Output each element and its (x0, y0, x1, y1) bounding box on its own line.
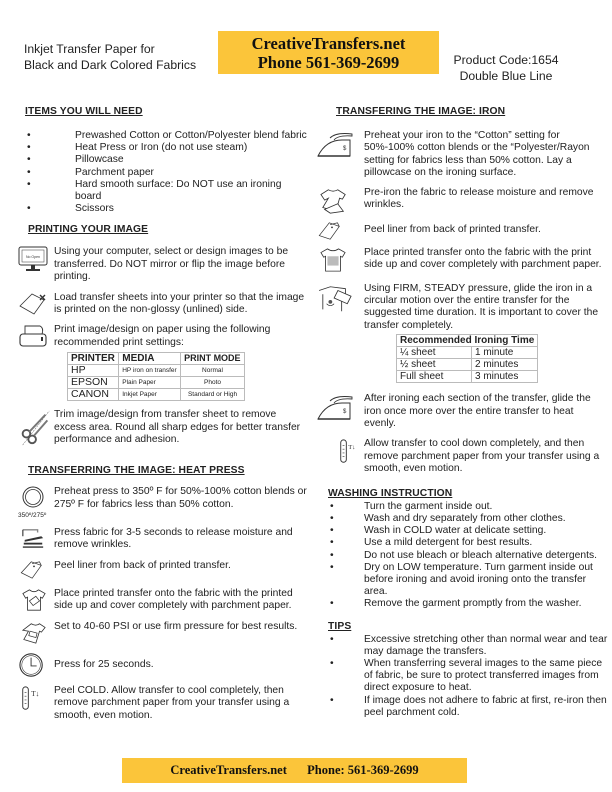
table-header: MEDIA (119, 353, 181, 365)
step-text: Using FIRM, STEADY pressure, glide the iron in a circular motion over the entire transfer for the suggested time duration. It is important to cover the transfer completely. (364, 282, 599, 331)
list-item-text: Do not use bleach or bleach alternative detergents. (364, 549, 597, 561)
heat-press-step (18, 621, 310, 645)
printing-title-wrap (18, 224, 310, 236)
list-item (328, 634, 608, 658)
table-header-row (68, 353, 245, 365)
step-text: Press for 25 seconds. (54, 658, 154, 670)
iron-step (316, 221, 608, 241)
table-row (397, 347, 538, 359)
list-item (328, 513, 608, 525)
table-row (68, 365, 245, 377)
list-item-text: Remove the garment promptly from the washer. (364, 598, 582, 610)
iron-steps-after (316, 393, 608, 475)
step-text: After ironing each section of the transfer, glide the iron once more over the entire transfer to heat evenly. (364, 393, 591, 430)
temperature-dial-icon (18, 486, 54, 511)
table-header: PRINTER (68, 353, 119, 365)
table-row (397, 359, 538, 371)
bullet: • (27, 203, 31, 215)
bullet: • (27, 166, 31, 178)
printing-steps (18, 246, 310, 349)
table-cell: Plain Paper (119, 377, 181, 389)
list-item (328, 695, 608, 719)
svg-text:T↓: T↓ (31, 688, 40, 698)
list-item (25, 179, 310, 203)
iron-step (316, 187, 608, 215)
list-item-text: Prewashed Cotton or Cotton/Polyester blend fabric (75, 130, 307, 141)
tshirt-transfer-icon (316, 247, 364, 273)
trim-step (18, 409, 310, 447)
table-cell: ½ sheet (397, 359, 472, 371)
list-item-text: Parchment paper (75, 166, 154, 178)
list-item (25, 142, 310, 154)
monitor-label: No Open (25, 255, 41, 260)
product-variant: Double Blue Line (459, 69, 553, 83)
printer-icon (18, 324, 54, 349)
step-text: Using your computer, select or design images to be transferred. Do NOT mirror or flip the image before printing. (54, 246, 289, 283)
list-item-text: When transferring several images to the same piece of fabric, be sure to protect transferred images from direct exposure to heat. (364, 657, 603, 694)
table-cell: ¼ sheet (397, 347, 472, 359)
tips-section (316, 621, 608, 719)
table-cell: Photo (181, 377, 245, 389)
heat-press-title: TRANSFERRING THE IMAGE: HEAT PRESS (28, 465, 245, 477)
bullet: • (330, 657, 334, 669)
product-line-1: Inkjet Transfer Paper for (24, 42, 155, 56)
printing-step (18, 246, 310, 283)
brand-banner (218, 31, 439, 74)
svg-text:$: $ (343, 146, 347, 152)
footer-banner (122, 758, 467, 783)
iron-title: TRANSFERING THE IMAGE: IRON (336, 106, 506, 117)
list-item-text: Dry on LOW temperature. Turn garment inside out before ironing and avoid ironing onto the transfer area. (364, 561, 593, 598)
peel-liner-icon (316, 221, 364, 241)
bullet: • (330, 525, 334, 537)
thermometer-icon (18, 685, 54, 722)
table-cell: HP (68, 365, 119, 377)
list-item-text: Heat Press or Iron (do not use steam) (75, 142, 248, 154)
bullet: • (330, 694, 334, 706)
table-cell: Full sheet (397, 371, 472, 383)
table-cell: 3 minutes (472, 371, 538, 383)
table-cell: 1 minute (472, 347, 538, 359)
iron-icon (316, 393, 364, 430)
brand-site: CreativeTransfers.net (251, 34, 406, 53)
heat-press-icon (18, 527, 54, 552)
pressure-icon (18, 621, 54, 645)
table-row (397, 371, 538, 383)
footer-phone: Phone: 561-369-2699 (307, 763, 419, 777)
table-header: PRINT MODE (181, 353, 245, 365)
bullet: • (330, 512, 334, 524)
bullet: • (27, 142, 31, 154)
product-code-block (446, 52, 566, 84)
step-text: Trim image/design from transfer sheet to remove excess area. Round all sharp edges for better transfer performance and adhesion. (54, 409, 301, 446)
bullet: • (330, 500, 334, 512)
footer-site: CreativeTransfers.net (170, 763, 287, 777)
list-item (328, 550, 608, 562)
heat-press-title-wrap (18, 465, 310, 477)
table-row (68, 389, 245, 401)
transfer-sheet-icon (18, 292, 54, 317)
monitor-icon (18, 246, 54, 283)
iron-step (316, 130, 608, 180)
printing-step (18, 324, 310, 349)
temperature-label: 350º/275º (18, 512, 47, 520)
tips-list (328, 634, 608, 719)
list-item (25, 167, 310, 179)
iron-step (316, 247, 608, 273)
step-text: Allow transfer to cool down completely, and then remove parchment paper from your transfer using a smooth, even motion. (364, 438, 600, 475)
list-item-text: Turn the garment inside out. (364, 500, 493, 512)
items-title: ITEMS YOU WILL NEED (25, 106, 143, 117)
items-section (18, 106, 310, 215)
ironing-time-table (396, 334, 538, 383)
list-item-text: Use a mild detergent for best results. (364, 537, 533, 549)
list-item (25, 203, 310, 215)
table-row (68, 377, 245, 389)
washing-list (328, 501, 608, 611)
list-item-text: If image does not adhere to fabric at first, re-iron then peel parchment cold. (364, 694, 607, 718)
pre-iron-shirt-icon (316, 187, 364, 215)
table-cell: EPSON (68, 377, 119, 389)
tips-title: TIPS (328, 620, 352, 632)
table-cell: CANON (68, 389, 119, 401)
peel-liner-icon (18, 560, 54, 580)
bullet: • (330, 549, 334, 561)
step-text: Load transfer sheets into your printer so that the image is printed on the non-glossy (unlined) side. (54, 291, 305, 316)
product-line-2: Black and Dark Colored Fabrics (24, 58, 197, 72)
bullet: • (27, 178, 31, 190)
bullet: • (330, 561, 334, 573)
heat-press-step (18, 560, 310, 580)
list-item (328, 537, 608, 549)
list-item (25, 130, 310, 142)
heat-press-step (18, 652, 310, 678)
list-item-text: Wash in COLD water at delicate setting. (364, 525, 547, 537)
list-item (328, 562, 608, 599)
table-cell: 2 minutes (472, 359, 538, 371)
left-column (18, 106, 310, 722)
list-item-text: Pillowcase (75, 154, 124, 166)
heat-press-step (18, 486, 310, 520)
brand-phone: Phone 561-369-2699 (257, 53, 400, 72)
table-cell: Inkjet Paper (119, 389, 181, 401)
heat-press-step (18, 527, 310, 552)
product-code: Product Code:1654 (453, 53, 559, 67)
bullet: • (27, 130, 31, 141)
heat-press-step (18, 588, 310, 613)
list-item-text: Scissors (75, 203, 114, 215)
washing-title: WASHING INSTRUCTION (328, 487, 453, 499)
step-text: Place printed transfer onto the fabric with the printed side up and cover completely with parchment paper. (54, 587, 293, 612)
print-settings-table (67, 352, 245, 401)
step-text: Place printed transfer onto the fabric with the print side up and cover completely with parchment paper. (364, 246, 602, 271)
product-title (24, 41, 196, 73)
printing-title: PRINTING YOUR IMAGE (28, 224, 149, 236)
list-item-text: Hard smooth surface: Do NOT use an ironing board (75, 178, 282, 203)
bullet: • (330, 633, 334, 645)
table-cell: Normal (181, 365, 245, 377)
scissors-icon (18, 409, 54, 447)
washing-section (316, 488, 608, 611)
table-cell: Standard or High (181, 389, 245, 401)
heat-press-steps (18, 486, 310, 722)
step-text: Peel liner from back of printed transfer. (364, 224, 541, 236)
step-text: Preheat your iron to the “Cotton” setting for 50%-100% cotton blends or the “Polyester/Rayon setting for fabrics less than 50% cotton. Lay a pillowcase on the ironing surface. (364, 130, 590, 179)
bullet: • (330, 598, 334, 610)
iron-step (316, 438, 608, 475)
step-text: Set to 40-60 PSI or use firm pressure for best results. (54, 620, 298, 632)
iron-step (316, 283, 608, 333)
ironing-motion-icon (316, 283, 364, 333)
thermometer-icon (316, 438, 364, 475)
svg-text:T↓: T↓ (348, 444, 356, 452)
iron-icon (316, 130, 364, 180)
list-item (328, 598, 608, 610)
bullet: • (27, 154, 31, 166)
list-item-text: Excessive stretching other than normal wear and tear may damage the transfers. (364, 633, 608, 657)
list-item-text: Wash and dry separately from other clothes. (364, 512, 566, 524)
list-item (328, 525, 608, 537)
step-text: Press fabric for 3-5 seconds to release moisture and remove wrinkles. (54, 527, 293, 551)
heat-press-step (18, 685, 310, 722)
table-header: Recommended Ironing Time (397, 335, 538, 347)
list-item (25, 154, 310, 166)
items-list (25, 130, 310, 215)
step-text: Pre-iron the fabric to release moisture and remove wrinkles. (364, 186, 594, 211)
right-column (316, 106, 608, 719)
step-text: Print image/design on paper using the following recommended print settings: (54, 324, 271, 348)
iron-steps (316, 130, 608, 332)
step-text: Peel COLD. Allow transfer to cool completely, then remove parchment paper from your transfer using a smooth, even motion. (54, 684, 290, 721)
table-header-row (397, 335, 538, 347)
svg-text:$: $ (343, 409, 347, 416)
bullet: • (330, 537, 334, 549)
list-item (328, 658, 608, 695)
list-item (328, 501, 608, 513)
clock-icon (18, 652, 54, 678)
step-text: Peel liner from back of printed transfer. (54, 559, 231, 571)
iron-title-wrap (316, 106, 608, 118)
printing-step (18, 292, 310, 317)
iron-step (316, 393, 608, 430)
tshirt-transfer-icon (18, 588, 54, 613)
heat-press-step-row (18, 486, 310, 511)
step-text: Preheat press to 350º F for 50%-100% cotton blends or 275º F for fabrics less than 50% cotton. (54, 486, 307, 510)
table-cell: HP iron on transfer (119, 365, 181, 377)
